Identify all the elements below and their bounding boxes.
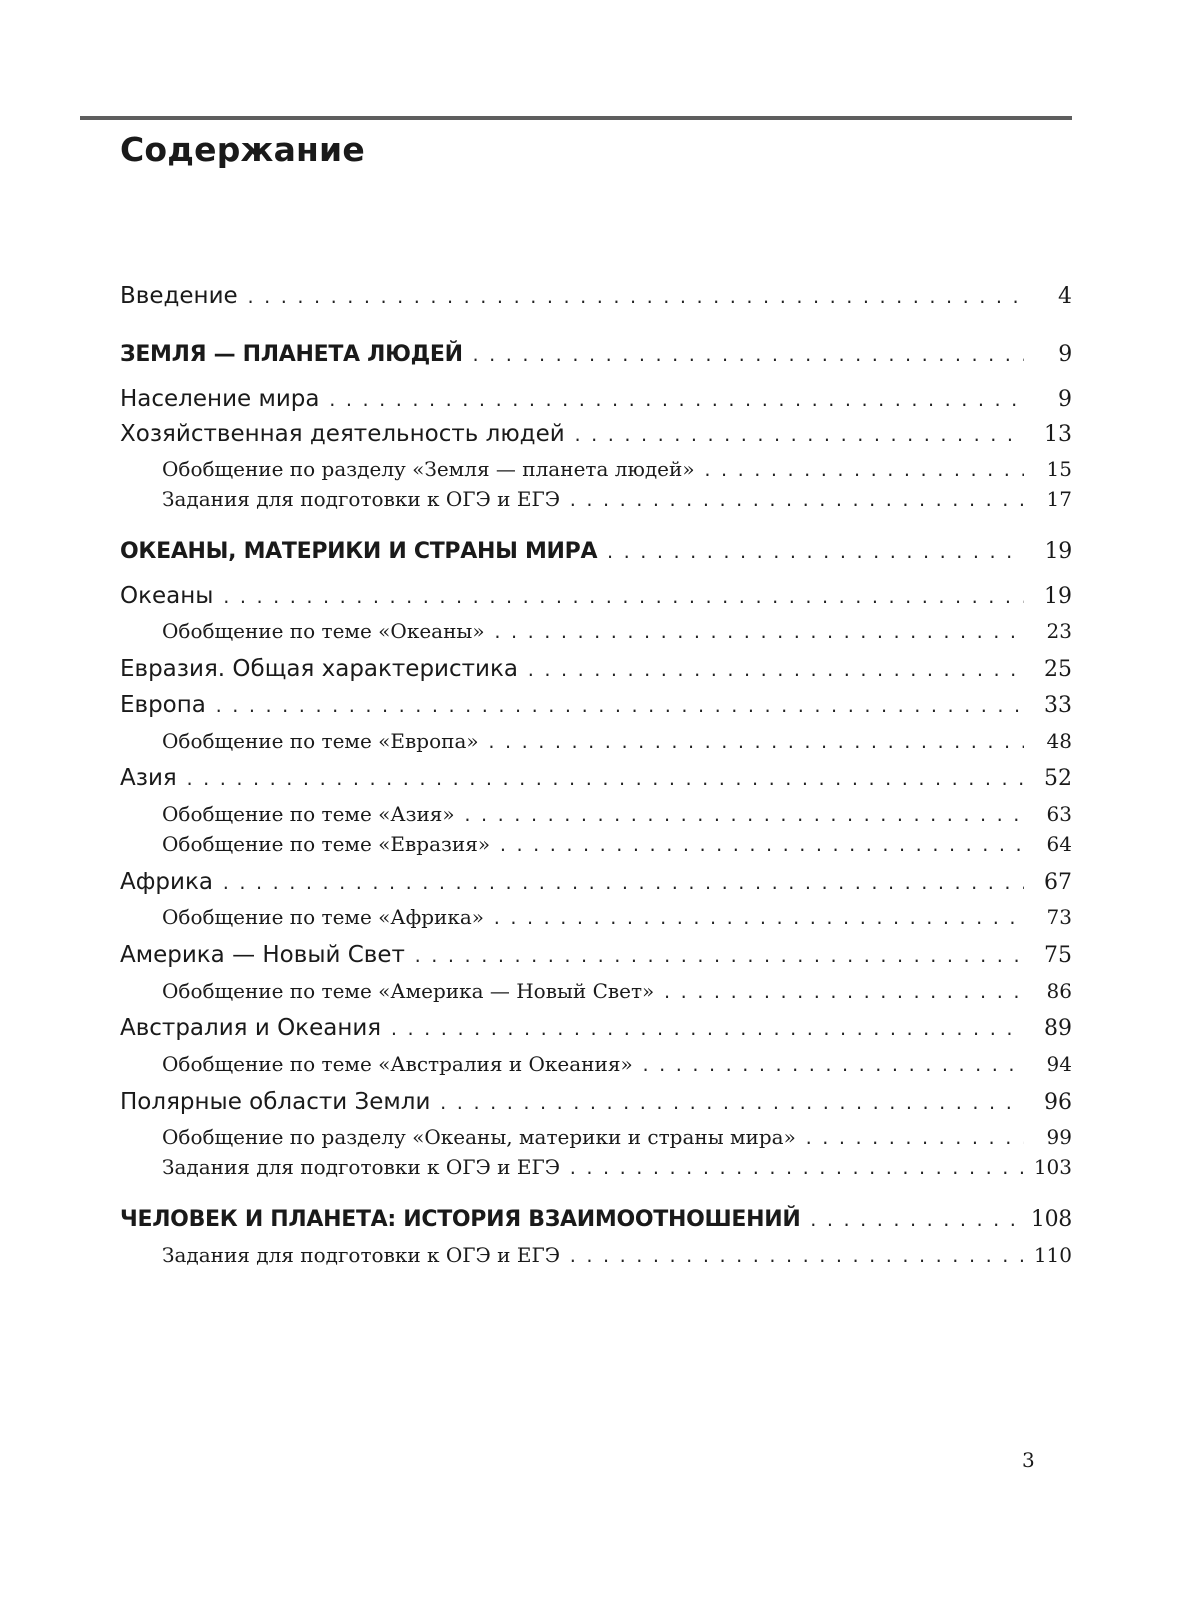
dot-leader bbox=[413, 942, 1024, 972]
dot-leader bbox=[493, 618, 1024, 648]
toc-entry-page: 33 bbox=[1044, 693, 1072, 718]
toc-entry-page: 25 bbox=[1044, 657, 1072, 682]
dot-leader bbox=[568, 1154, 1024, 1184]
toc-entry-label: Обобщение по теме «Евразия» bbox=[162, 832, 491, 856]
toc-entry-label: Задания для подготовки к ОГЭ и ЕГЭ bbox=[162, 1155, 560, 1179]
dot-leader bbox=[573, 421, 1024, 451]
toc-section-oceans-continents[interactable] bbox=[120, 537, 1072, 568]
toc-entry-page: 96 bbox=[1044, 1090, 1072, 1115]
dot-leader bbox=[389, 1015, 1024, 1045]
toc-entry-label: ОКЕАНЫ, МАТЕРИКИ И СТРАНЫ МИРА bbox=[120, 539, 598, 564]
dot-leader bbox=[605, 538, 1024, 568]
toc-entry-label: Обобщение по теме «Океаны» bbox=[162, 619, 485, 643]
toc-entry-page: 19 bbox=[1044, 584, 1072, 609]
toc-entry-page: 86 bbox=[1046, 979, 1072, 1003]
toc-entry-label: Полярные области Земли bbox=[120, 1089, 431, 1115]
toc-entry-page: 64 bbox=[1046, 832, 1072, 856]
toc-entry-label: ЗЕМЛЯ — ПЛАНЕТА ЛЮДЕЙ bbox=[120, 342, 463, 367]
toc-entry-label: Океаны bbox=[120, 583, 214, 609]
toc-entry-page: 99 bbox=[1046, 1125, 1072, 1149]
toc-entry-page: 9 bbox=[1058, 387, 1072, 412]
toc-entry-label: Обобщение по теме «Европа» bbox=[162, 729, 479, 753]
dot-leader bbox=[327, 386, 1024, 416]
toc-entry-page: 89 bbox=[1044, 1016, 1072, 1041]
toc-entry-summary-america[interactable] bbox=[162, 976, 1072, 1008]
toc-entry-label: Америка — Новый Свет bbox=[120, 942, 405, 968]
toc-entry-label: ЧЕЛОВЕК И ПЛАНЕТА: ИСТОРИЯ ВЗАИМООТНОШЕНИЙ bbox=[120, 1207, 801, 1232]
dot-leader bbox=[221, 869, 1024, 899]
toc-entry-page: 108 bbox=[1030, 1207, 1072, 1232]
toc-entry-page: 67 bbox=[1044, 870, 1072, 895]
toc-entry-summary-africa[interactable] bbox=[162, 902, 1072, 934]
dot-leader bbox=[568, 486, 1024, 516]
dot-leader bbox=[214, 692, 1024, 722]
toc-section-earth[interactable] bbox=[120, 340, 1072, 371]
toc-entry-page: 63 bbox=[1046, 802, 1072, 826]
toc-entry-label: Европа bbox=[120, 692, 206, 718]
toc-entry-america[interactable] bbox=[120, 940, 1072, 972]
toc-entry-label: Обобщение по теме «Азия» bbox=[162, 802, 455, 826]
toc-entry-page: 75 bbox=[1044, 943, 1072, 968]
toc-entry-page: 13 bbox=[1044, 422, 1072, 447]
dot-leader bbox=[703, 456, 1024, 486]
toc-entry-summary-oceans-continents[interactable] bbox=[162, 1122, 1072, 1154]
dot-leader bbox=[221, 583, 1024, 613]
toc-entry-summary-asia[interactable] bbox=[162, 799, 1072, 831]
dot-leader bbox=[526, 656, 1024, 686]
toc-entry-introduction[interactable] bbox=[120, 281, 1072, 313]
toc-entry-world-population[interactable] bbox=[120, 384, 1072, 416]
toc-entry-label: Население мира bbox=[120, 386, 320, 412]
toc-section-human-planet[interactable] bbox=[120, 1205, 1072, 1236]
toc-entry-page: 19 bbox=[1044, 539, 1072, 564]
toc-entry-label: Обобщение по теме «Америка — Новый Свет» bbox=[162, 979, 655, 1003]
toc-entry-label: Азия bbox=[120, 765, 177, 791]
toc-entry-summary-australia[interactable] bbox=[162, 1049, 1072, 1081]
toc-entry-summary-earth[interactable] bbox=[162, 454, 1072, 486]
toc-entry-page: 94 bbox=[1046, 1052, 1072, 1076]
toc-entry-europe[interactable] bbox=[120, 690, 1072, 722]
dot-leader bbox=[662, 978, 1024, 1008]
toc-entry-label: Обобщение по разделу «Земля — планета людей» bbox=[162, 457, 695, 481]
toc-entry-oceans[interactable] bbox=[120, 581, 1072, 613]
toc-entry-label: Африка bbox=[120, 869, 213, 895]
toc-entry-summary-europe[interactable] bbox=[162, 726, 1072, 758]
dot-leader bbox=[471, 341, 1024, 371]
toc-entry-label: Австралия и Океания bbox=[120, 1015, 382, 1041]
toc-entry-exam-tasks-3[interactable] bbox=[162, 1240, 1072, 1272]
dot-leader bbox=[185, 765, 1024, 795]
dot-leader bbox=[498, 831, 1024, 861]
dot-leader bbox=[568, 1242, 1024, 1272]
page-title: Содержание bbox=[120, 130, 365, 169]
toc-entry-label: Хозяйственная деятельность людей bbox=[120, 421, 565, 447]
toc-entry-label: Евразия. Общая характеристика bbox=[120, 656, 518, 682]
toc-entry-africa[interactable] bbox=[120, 867, 1072, 899]
toc-entry-summary-eurasia[interactable] bbox=[162, 829, 1072, 861]
toc-entry-polar-regions[interactable] bbox=[120, 1087, 1072, 1119]
dot-leader bbox=[487, 728, 1024, 758]
dot-leader bbox=[438, 1089, 1024, 1119]
toc-entry-page: 15 bbox=[1046, 457, 1072, 481]
toc-entry-asia[interactable] bbox=[120, 763, 1072, 795]
dot-leader bbox=[492, 904, 1024, 934]
dot-leader bbox=[246, 283, 1024, 313]
toc-entry-page: 9 bbox=[1058, 342, 1072, 367]
dot-leader bbox=[808, 1206, 1020, 1236]
dot-leader bbox=[641, 1051, 1024, 1081]
dot-leader bbox=[804, 1124, 1024, 1154]
toc-entry-label: Задания для подготовки к ОГЭ и ЕГЭ bbox=[162, 487, 560, 511]
toc-entry-economic-activity[interactable] bbox=[120, 419, 1072, 451]
toc-entry-page: 23 bbox=[1046, 619, 1072, 643]
toc-entry-label: Обобщение по разделу «Океаны, материки и страны мира» bbox=[162, 1125, 796, 1149]
toc-entry-label: Введение bbox=[120, 283, 238, 309]
toc-entry-page: 52 bbox=[1044, 766, 1072, 791]
toc-entry-page: 73 bbox=[1046, 905, 1072, 929]
toc-entry-page: 103 bbox=[1033, 1155, 1072, 1179]
toc-entry-page: 48 bbox=[1046, 729, 1072, 753]
toc-entry-label: Задания для подготовки к ОГЭ и ЕГЭ bbox=[162, 1243, 560, 1267]
toc-entry-label: Обобщение по теме «Африка» bbox=[162, 905, 485, 929]
toc-entry-page: 17 bbox=[1046, 487, 1072, 511]
toc-entry-label: Обобщение по теме «Австралия и Океания» bbox=[162, 1052, 633, 1076]
dot-leader bbox=[463, 801, 1024, 831]
toc-entry-summary-oceans[interactable] bbox=[162, 616, 1072, 648]
toc-entry-australia[interactable] bbox=[120, 1013, 1072, 1045]
toc-entry-page: 4 bbox=[1058, 284, 1072, 309]
toc-entry-exam-tasks-2[interactable] bbox=[162, 1152, 1072, 1184]
toc-entry-exam-tasks-1[interactable] bbox=[162, 484, 1072, 516]
toc-entry-page: 110 bbox=[1033, 1243, 1072, 1267]
toc-entry-eurasia[interactable] bbox=[120, 654, 1072, 686]
page-number: 3 bbox=[1022, 1448, 1035, 1472]
